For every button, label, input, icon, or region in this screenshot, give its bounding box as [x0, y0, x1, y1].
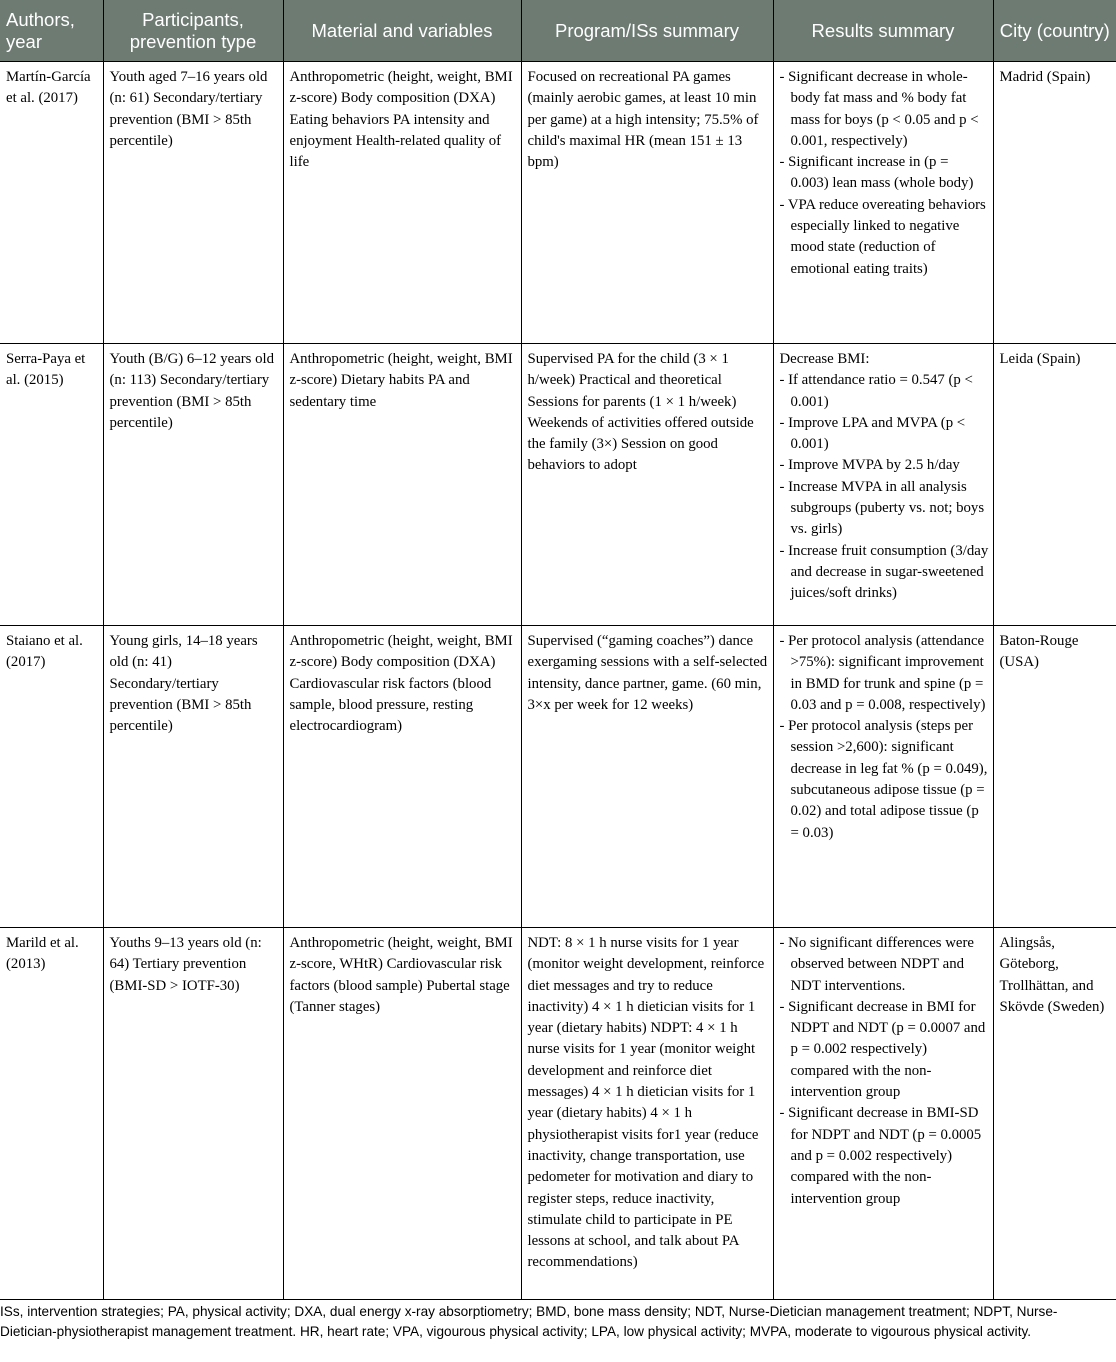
table-row [0, 626, 1116, 928]
table-footnote: ISs, intervention strategies; PA, physical activity; DXA, dual energy x-ray absorptiometry; BMD, bone mass density; NDT, Nurse-Dietician management treatment; NDPT, Nurse-Dietician-physiotherapist management treatment. HR, heart rate; VPA, vigourous physical activity; LPA, low physical activity; MVPA, moderate to vigourous physical activity. [0, 1304, 1058, 1339]
results-list [780, 67, 989, 280]
cell-program: Supervised (“gaming coaches”) dance exergaming sessions with a self-selected intensity, dance partner, game. (60 min, 3×x per week for 12 weeks) [521, 626, 773, 928]
cell-participants: Young girls, 14–18 years old (n: 41) Secondary/tertiary prevention (BMI > 85th percentile) [103, 626, 283, 928]
cell-authors: Martín-García et al. (2017) [0, 62, 103, 344]
table-row [0, 344, 1116, 626]
results-item: - Significant decrease in BMI for NDPT and NDT (p = 0.0007 and p = 0.002 respectively) compared with the non-intervention group [779, 998, 986, 1101]
results-item: - Significant increase in (p = 0.003) lean mass (whole body) [779, 154, 974, 192]
results-list [780, 933, 989, 1210]
results-intro: Decrease BMI: [779, 351, 870, 367]
table-row [0, 62, 1116, 344]
results-item: - Per protocol analysis (attendance >75%): significant improvement in BMD for trunk and spine (p = 0.03 and p = 0.008, respectively) [779, 633, 986, 713]
header-participants: Participants, prevention type [103, 0, 283, 62]
cell-results [773, 928, 993, 1300]
cell-results [773, 62, 993, 344]
cell-city: Leida (Spain) [993, 344, 1116, 626]
cell-program: Supervised PA for the child (3 × 1 h/week) Practical and theoretical Sessions for parents (1 × 1 h/week) Weekends of activities offered outside the family (3×) Session on good behaviors to adopt [521, 344, 773, 626]
header-authors-year: Authors, year [0, 0, 103, 62]
table-row [0, 928, 1116, 1300]
cell-material: Anthropometric (height, weight, BMI z-score) Dietary habits PA and sedentary time [283, 344, 521, 626]
results-item: - Increase fruit consumption (3/day and decrease in sugar-sweetened juices/soft drinks) [779, 542, 989, 602]
results-item: - Per protocol analysis (steps per session >2,600): significant decrease in leg fat % (p = 0.049), subcutaneous adipose tissue (p = 0.02) and total adipose tissue (p = 0.03) [779, 718, 988, 841]
cell-city: Baton-Rouge (USA) [993, 626, 1116, 928]
results-item: - Improve MVPA by 2.5 h/day [779, 457, 960, 474]
results-item: - Significant decrease in whole-body fat mass and % body fat mass for boys (p < 0.05 and p < 0.001, respectively) [779, 69, 979, 149]
cell-city: Madrid (Spain) [993, 62, 1116, 344]
cell-material: Anthropometric (height, weight, BMI z-score) Body composition (DXA) Eating behaviors PA intensity and enjoyment Health-related quality of life [283, 62, 521, 344]
results-item: - Increase MVPA in all analysis subgroups (puberty vs. not; boys vs. girls) [779, 478, 985, 538]
results-item: - Significant decrease in BMI-SD for NDPT and NDT (p = 0.0005 and p = 0.002 respectively) compared with the non-intervention group [779, 1105, 982, 1207]
header-program-summary: Program/ISs summary [521, 0, 773, 62]
cell-participants: Youths 9–13 years old (n: 64) Tertiary prevention (BMI-SD > IOTF-30) [103, 928, 283, 1300]
cell-material: Anthropometric (height, weight, BMI z-score) Body composition (DXA) Cardiovascular risk factors (blood sample, blood pressure, resting electrocardiogram) [283, 626, 521, 928]
results-item: - If attendance ratio = 0.547 (p < 0.001) [779, 372, 973, 410]
cell-authors: Marild et al. (2013) [0, 928, 103, 1300]
cell-authors: Staiano et al. (2017) [0, 626, 103, 928]
results-item: - VPA reduce overeating behaviors especially linked to negative mood state (reduction of emotional eating traits) [779, 196, 986, 277]
cell-participants: Youth aged 7–16 years old (n: 61) Secondary/tertiary prevention (BMI > 85th percentile) [103, 62, 283, 344]
cell-program: Focused on recreational PA games (mainly aerobic games, at least 10 min per game) at a high intensity; 75.5% of child's maximal HR (mean 151 ± 13 bpm) [521, 62, 773, 344]
results-item: - No significant differences were observed between NDPT and NDT interventions. [779, 935, 974, 994]
cell-results [773, 626, 993, 928]
table-header-row [0, 0, 1116, 62]
header-results-summary: Results summary [773, 0, 993, 62]
header-city-country: City (country) [993, 0, 1116, 62]
cell-results [773, 344, 993, 626]
cell-authors: Serra-Paya et al. (2015) [0, 344, 103, 626]
results-list [780, 631, 989, 844]
results-item: - Improve LPA and MVPA (p < 0.001) [779, 414, 966, 453]
cell-program: NDT: 8 × 1 h nurse visits for 1 year (monitor weight development, reinforce diet messages and try to reduce inactivity) 4 × 1 h dietician visits for 1 year (dietary habits) NDPT: 4 × 1 h nurse visits for 1 year (monitor weight development and reinforce diet messages) 4 × 1 h dietician visits for 1 year (dietary habits) 4 × 1 h physiotherapist visits for1 year (reduce inactivity, change transportation, use pedometer for motivation and diary to register steps, reduce inactivity, stimulate child to participate in PE lessons at school, and talk about PA recommendations) [521, 928, 773, 1300]
cell-participants: Youth (B/G) 6–12 years old (n: 113) Secondary/tertiary prevention (BMI > 85th percentile) [103, 344, 283, 626]
cell-material: Anthropometric (height, weight, BMI z-score, WHtR) Cardiovascular risk factors (blood sample) Pubertal stage (Tanner stages) [283, 928, 521, 1300]
header-material-variables: Material and variables [283, 0, 521, 62]
results-list [780, 370, 989, 604]
cell-city: Alingsås, Göteborg, Trollhättan, and Skövde (Sweden) [993, 928, 1116, 1300]
